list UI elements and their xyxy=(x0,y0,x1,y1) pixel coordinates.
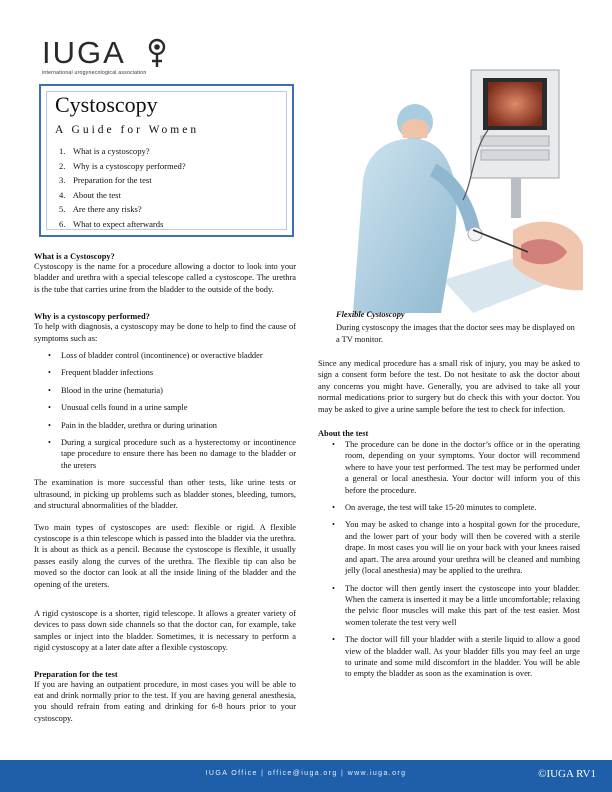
paragraph-what: Cystoscopy is the name for a procedure allowing a doctor to look into your bladder and urethra with a special telescope called a cystoscope. The urethra is the tube that carries urine from the bladder to the outside of the body. xyxy=(34,262,296,294)
footer-contact: IUGA Office | office@iuga.org | www.iuga.org xyxy=(205,770,407,777)
toc-item: 4. About the test xyxy=(59,189,121,200)
list-item: • The doctor will fill your bladder with a sterile liquid to allow a good view of the bladder wall. As your bladder fills you may feel an urge to urinate and some mild discomfort in the bladder. You will be able to empty the bladder as soon as the examination is over. xyxy=(332,635,580,679)
list-item: • During a surgical procedure such as a hysterectomy or incontinence tape procedure to ensure there has been no damage to the bladder or the ureters xyxy=(48,438,296,470)
why-list xyxy=(34,350,296,471)
list-item: • Pain in the bladder, urethra or during urination xyxy=(48,420,217,430)
page-title: Cystoscopy xyxy=(55,92,158,117)
paragraph-prep: If you are having an outpatient procedure, in most cases you will be able to eat and drink normally prior to the test. If you are having general anesthesia, you should refrain from eating and drinking for 6-8 hours prior to your cystoscopy. xyxy=(34,679,296,723)
logo-subtitle: international urogynecological association xyxy=(42,70,147,76)
toc-item: 3. Preparation for the test xyxy=(59,175,152,186)
logo-wordmark: IUGA xyxy=(42,35,126,70)
table-of-contents xyxy=(59,144,186,232)
paragraph-types: Two main types of cystoscopes are used: flexible or rigid. A flexible cystoscope is a thin telescope which is passed into the bladder via the urethra. It is about as thick as a pencil. Because the cystoscope is flexible, it usually passes easily along the curves of the urethra. The flexible tip can also be moved so the doctor can look at all the inside lining of the bladder and the opening of the ureters. xyxy=(34,522,296,589)
title-box xyxy=(39,84,294,237)
toc-item: 5. Are there any risks? xyxy=(59,204,142,215)
list-item: • Unusual cells found in a urine sample xyxy=(48,403,188,413)
toc-item: 1. What is a cystoscopy? xyxy=(59,146,150,156)
list-item: • Loss of bladder control (incontinence) or overactive bladder xyxy=(48,351,263,361)
section-heading-about: About the test xyxy=(318,429,369,439)
list-item: • Blood in the urine (hematuria) xyxy=(48,385,163,395)
left-column xyxy=(34,252,296,724)
female-symbol-icon xyxy=(146,37,168,71)
section-heading-prep: Preparation for the test xyxy=(34,669,118,679)
figure-caption-body: During cystoscopy the images that the doctor sees may be displayed on a TV monitor. xyxy=(336,323,575,344)
figure-caption-title: Flexible Cystoscopy xyxy=(336,310,405,319)
paragraph-why-intro: To help with diagnosis, a cystoscopy may be done to help to find the cause of symptoms such as: xyxy=(34,322,296,343)
toc-item: 6. What to expect afterwards xyxy=(59,218,164,229)
cystoscopy-illustration xyxy=(323,30,583,313)
list-item: • The procedure can be done in the doctor’s office or in the operating room, depending on your symptoms. Your doctor will recommend where to have your test performed. The test may be performed under a general or local anesthesia. Your doctor will inform you of this before the procedure. xyxy=(332,440,580,495)
section-heading-why: Why is a cystoscopy performed? xyxy=(34,312,150,322)
list-item: • You may be asked to change into a hospital gown for the procedure, and the lower part of your body will then be covered with a sterile drape. In most cases you will lie on your back with your knees raised and apart. The area around your urethra will be cleaned and numbing jelly (local anesthesia) may be applied to the urethra. xyxy=(332,520,580,576)
section-heading-what: What is a Cystoscopy? xyxy=(34,252,115,261)
footer-version: ©IUGA RV1 xyxy=(538,768,596,780)
toc-item: 2. Why is a cystoscopy performed? xyxy=(59,160,186,171)
list-item: • On average, the test will take 15-20 minutes to complete. xyxy=(332,503,537,513)
list-item: • Frequent bladder infections xyxy=(48,368,154,378)
iuga-logo xyxy=(42,36,172,80)
paragraph-rigid: A rigid cystoscope is a shorter, rigid telescope. It allows a greater variety of devices to pass down side channels so that the doctor can, for example, take samples or inject into the bladder. Sometimes, it is necessary to perform a rigid cystoscopy at a later date after a flexible cystoscopy. xyxy=(34,608,296,653)
right-column xyxy=(318,358,580,686)
about-list xyxy=(318,439,580,680)
paragraph-risk: Since any medical procedure has a small risk of injury, you may be asked to sign a consent form before the test. Do not hesitate to ask the doctor about any concerns you might have. Generally, you are advised to take all your normal medications prior to surgery but do check this with your doctor. You may be asked to give a urine sample before the test to check for infection. xyxy=(318,359,580,414)
page-subtitle: A Guide for Women xyxy=(55,124,200,136)
list-item: • The doctor will then gently insert the cystoscope into your bladder. When the camera is inserted it may be a little uncomfortable; relaxing the pelvic floor muscles will make this part of the test easier. Most women tolerate the test very well xyxy=(332,583,580,627)
footer-bar xyxy=(0,760,612,792)
paragraph-exam: The examination is more successful than other tests, like urine tests or ultrasound, in picking up problems such as bladder stones, bleeding, tumors, and structural abnormalities of the bladder. xyxy=(34,478,296,511)
